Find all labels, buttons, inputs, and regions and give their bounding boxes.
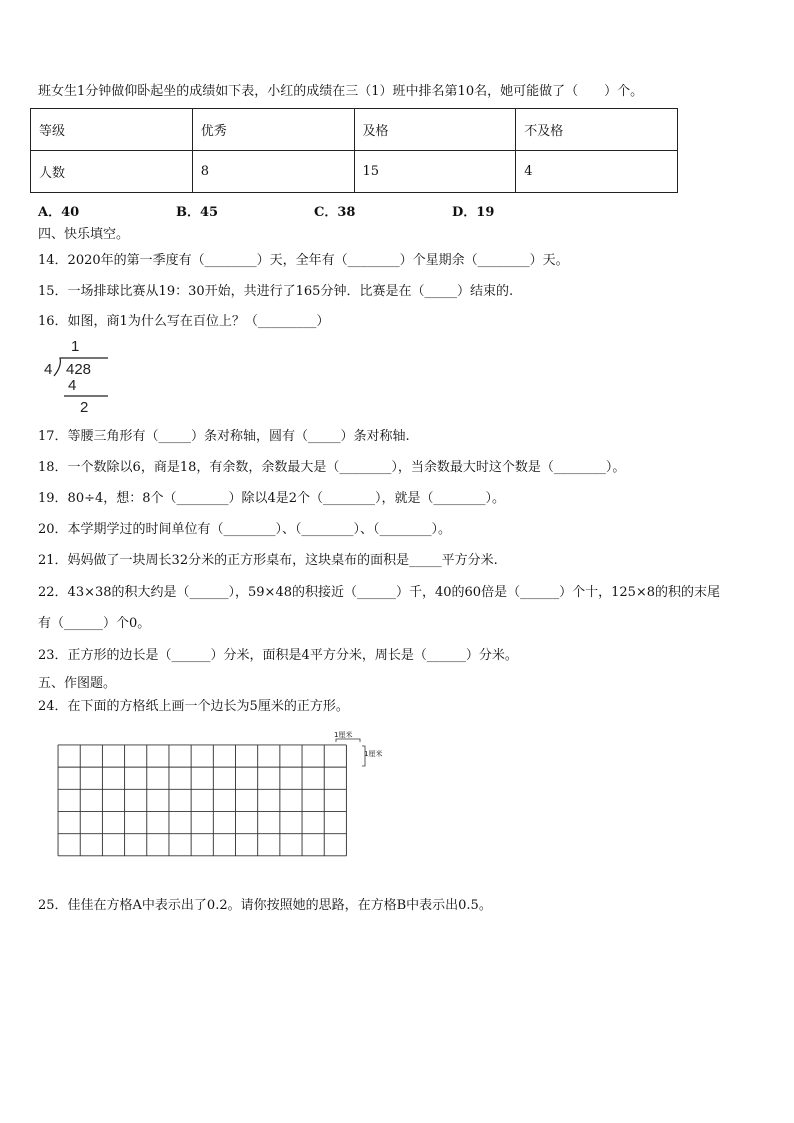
section-5-heading: 五、作图题。 [38, 676, 117, 691]
question-25: 25．佳佳在方格A中表示出了0.2。请你按照她的思路，在方格B中表示出0.5。 [38, 898, 492, 913]
question-13-text: 班女生1分钟做仰卧起坐的成绩如下表，小红的成绩在三（1）班中排名第10名，她可能做了（ ）个。 [38, 84, 644, 99]
long-division-svg [40, 336, 120, 416]
grid-paper-svg [45, 744, 365, 866]
option-a: A．40 [38, 205, 80, 220]
question-21: 21．妈妈做了一块周长32分米的正方形桌布，这块桌布的面积是_____平方分米. [38, 553, 498, 568]
question-16: 16．如图，商1为什么写在百位上？（_________） [38, 314, 330, 329]
grid-paper [45, 744, 365, 870]
scale-bracket-top [336, 739, 360, 742]
division-quotient: 1 [71, 338, 80, 355]
table-row [31, 151, 678, 193]
question-23: 23．正方形的边长是（______）分米，面积是4平方分米，周长是（______）分米。 [38, 648, 518, 663]
division-product: 4 [68, 377, 77, 394]
table-header-row [31, 109, 678, 151]
question-22-line-1: 22．43×38的积大约是（______），59×48的积接近（______）千，40的60倍是（______）个十，125×8的积的末尾 [38, 585, 721, 600]
division-remainder: 2 [80, 399, 89, 416]
table-row-label: 人数 [31, 151, 193, 193]
option-b: B．45 [176, 205, 219, 220]
division-divisor: 4 [44, 361, 53, 378]
division-dividend: 428 [66, 361, 92, 378]
long-division-figure [40, 336, 120, 416]
table-header-cell: 及格 [354, 109, 516, 151]
question-14: 14．2020年的第一季度有（________）天，全年有（________）个星期余（________）天。 [38, 253, 569, 268]
scale-bracket-side [362, 746, 365, 766]
table-header-cell: 优秀 [192, 109, 354, 151]
table-header-cell: 不及格 [516, 109, 678, 151]
scale-bracket [330, 736, 370, 776]
question-18: 18．一个数除以6，商是18，有余数，余数最大是（________），当余数最大时这个数是（________）。 [38, 460, 626, 475]
question-24: 24．在下面的方格纸上画一个边长为5厘米的正方形。 [38, 699, 349, 714]
question-22-line-2: 有（______）个0。 [38, 616, 151, 631]
question-15: 15．一场排球比赛从19：30开始，共进行了165分钟．比赛是在（_____）结束的. [38, 284, 514, 299]
question-20: 20．本学期学过的时间单位有（________）、（________）、（________）。 [38, 522, 452, 537]
table-cell: 15 [354, 151, 516, 193]
question-17: 17．等腰三角形有（_____）条对称轴，圆有（_____）条对称轴. [38, 429, 410, 444]
table-cell: 8 [192, 151, 354, 193]
grid-height-label: 1厘米 [364, 750, 383, 758]
table-header-cell: 等级 [31, 109, 193, 151]
table-cell: 4 [516, 151, 678, 193]
grade-table [30, 108, 678, 193]
section-4-heading: 四、快乐填空。 [38, 227, 130, 242]
option-c: C．38 [314, 205, 356, 220]
grid-width-label: 1厘米 [334, 731, 353, 739]
option-d: D．19 [452, 205, 495, 220]
question-19: 19．80÷4，想：8个（________）除以4是2个（________），就是（________）。 [38, 491, 506, 506]
